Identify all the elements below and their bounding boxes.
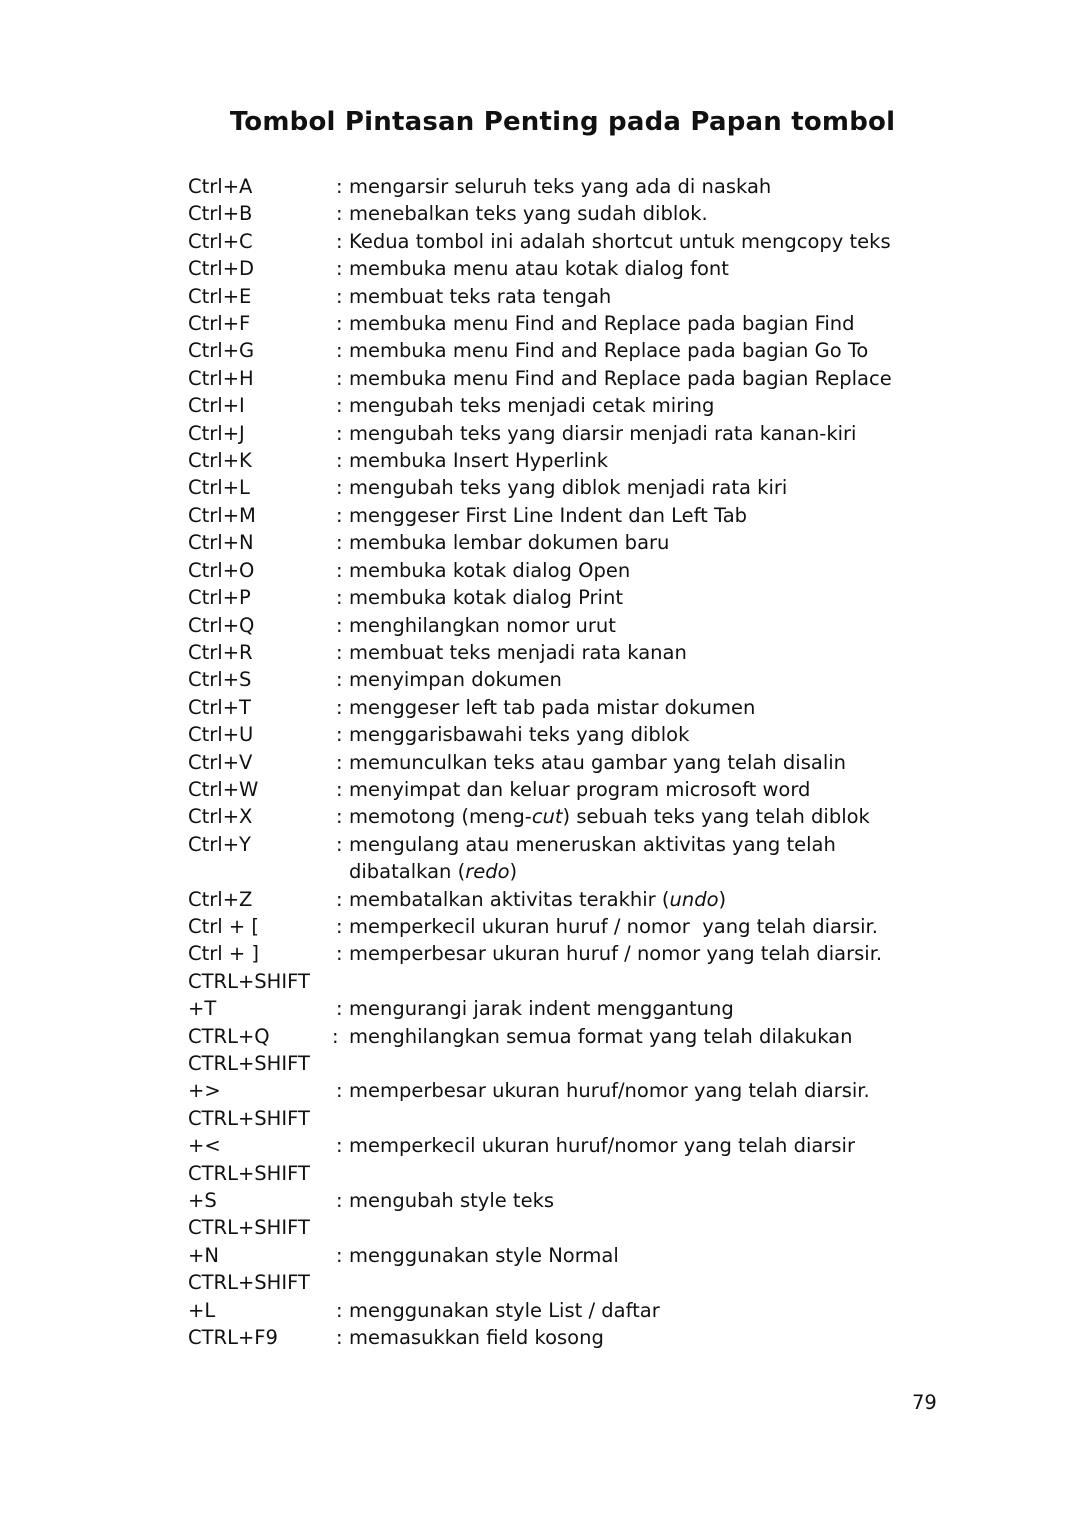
description-text: ) — [509, 860, 518, 884]
separator: : — [336, 723, 343, 747]
shortcut-key: Ctrl+U — [188, 723, 254, 747]
shortcut-row — [188, 612, 948, 639]
shortcut-description: menggunakan style Normal — [349, 1243, 619, 1267]
shortcut-row — [188, 694, 948, 721]
shortcut-key: Ctrl+Y — [188, 832, 251, 856]
separator: : — [336, 1298, 343, 1322]
shortcut-row — [188, 420, 948, 447]
separator: : — [332, 1024, 339, 1048]
shortcut-row — [188, 1050, 948, 1077]
separator: : — [336, 476, 343, 500]
shortcut-row — [188, 1132, 948, 1159]
shortcut-row — [188, 803, 948, 830]
shortcut-row — [188, 831, 948, 886]
separator: : — [336, 558, 343, 582]
shortcut-key: Ctrl+B — [188, 202, 253, 226]
description-text: ) — [718, 887, 727, 911]
shortcut-description: membuat teks rata tengah — [349, 284, 612, 308]
separator: : — [336, 284, 343, 308]
shortcut-description: mengurangi jarak indent menggantung — [349, 997, 734, 1021]
shortcut-key: CTRL+F9 — [188, 1326, 278, 1350]
shortcut-row — [188, 557, 948, 584]
shortcut-key: Ctrl+H — [188, 366, 254, 390]
shortcut-description: membuka kotak dialog Open — [349, 558, 631, 582]
shortcut-description: menggarisbawahi teks yang diblok — [349, 723, 690, 747]
separator: : — [336, 531, 343, 555]
shortcut-list — [188, 173, 948, 1351]
shortcut-key: Ctrl+D — [188, 257, 255, 281]
shortcut-description: membuka lembar dokumen baru — [349, 531, 670, 555]
shortcut-row — [188, 474, 948, 501]
shortcut-key: Ctrl+N — [188, 531, 254, 555]
shortcut-row — [188, 666, 948, 693]
separator: : — [336, 777, 343, 801]
shortcut-key-line2: +N — [188, 1243, 219, 1267]
shortcut-description — [349, 886, 929, 913]
shortcut-key: Ctrl+P — [188, 586, 251, 610]
separator: : — [336, 312, 343, 336]
shortcut-description: menyimpat dan keluar program microsoft word — [349, 777, 811, 801]
shortcut-key: Ctrl+X — [188, 805, 253, 829]
shortcut-key: Ctrl+L — [188, 476, 250, 500]
shortcut-row — [188, 1269, 948, 1296]
shortcut-key: Ctrl+A — [188, 175, 253, 198]
shortcut-row — [188, 1160, 948, 1187]
shortcut-key-line1: CTRL+SHIFT — [188, 1216, 310, 1240]
shortcut-key: Ctrl+O — [188, 558, 255, 582]
shortcut-description: memperkecil ukuran huruf/nomor yang telah diarsir — [349, 1134, 855, 1158]
shortcut-description: menggunakan style List / daftar — [349, 1298, 660, 1322]
separator: : — [336, 668, 343, 692]
shortcut-row — [188, 310, 948, 337]
separator: : — [336, 339, 343, 363]
shortcut-key-line1: CTRL+SHIFT — [188, 1052, 310, 1075]
shortcut-row — [188, 639, 948, 666]
shortcut-row — [188, 1297, 948, 1324]
separator: : — [336, 421, 343, 445]
shortcut-row — [188, 1324, 948, 1351]
shortcut-description: memperbesar ukuran huruf / nomor yang telah diarsir. — [349, 942, 883, 966]
shortcut-description — [349, 803, 929, 830]
shortcut-row — [188, 584, 948, 611]
separator: : — [336, 640, 343, 664]
separator: : — [336, 997, 343, 1021]
shortcut-description: membuka kotak dialog Print — [349, 586, 623, 610]
shortcut-row — [188, 1214, 948, 1241]
shortcut-row — [188, 228, 948, 255]
description-emphasis: undo — [669, 887, 719, 911]
shortcut-row — [188, 255, 948, 282]
shortcut-description: membuka menu Find and Replace pada bagian Find — [349, 312, 855, 336]
shortcut-row — [188, 940, 948, 967]
shortcut-key-line2: +< — [188, 1134, 221, 1158]
shortcut-key: Ctrl+I — [188, 394, 245, 418]
shortcut-key: Ctrl + ] — [188, 942, 260, 966]
shortcut-key: Ctrl+S — [188, 668, 252, 692]
shortcut-key: Ctrl+K — [188, 449, 252, 473]
shortcut-description: memperkecil ukuran huruf / nomor yang telah diarsir. — [349, 914, 878, 938]
separator: : — [336, 914, 343, 938]
shortcut-key: Ctrl + [ — [188, 914, 260, 938]
shortcut-key: Ctrl+V — [188, 750, 253, 774]
separator: : — [336, 750, 343, 774]
separator: : — [336, 586, 343, 610]
shortcut-description: menyimpan dokumen — [349, 668, 562, 692]
separator: : — [336, 1326, 343, 1350]
shortcut-row — [188, 283, 948, 310]
shortcut-row — [188, 968, 948, 995]
shortcut-row — [188, 1105, 948, 1132]
shortcut-key-line1: CTRL+SHIFT — [188, 1271, 310, 1295]
separator: : — [336, 257, 343, 281]
shortcut-description: membuka Insert Hyperlink — [349, 449, 609, 473]
separator: : — [336, 503, 343, 527]
shortcut-row — [188, 1242, 948, 1269]
separator: : — [336, 832, 343, 856]
separator: : — [336, 887, 343, 911]
shortcut-description: mengubah teks yang diarsir menjadi rata kanan-kiri — [349, 421, 857, 445]
description-emphasis: cut — [531, 805, 563, 829]
shortcut-description: menghilangkan semua format yang telah dilakukan — [349, 1024, 853, 1048]
shortcut-description: menggeser left tab pada mistar dokumen — [349, 695, 756, 719]
description-text: dibatalkan ( — [349, 860, 466, 884]
shortcut-row — [188, 392, 948, 419]
description-text: membatalkan aktivitas terakhir ( — [349, 887, 670, 911]
shortcut-key-line2: +> — [188, 1079, 221, 1103]
shortcut-description: menebalkan teks yang sudah diblok. — [349, 202, 708, 226]
separator: : — [336, 1243, 343, 1267]
description-line: mengulang atau meneruskan aktivitas yang telah — [349, 832, 836, 856]
separator: : — [336, 942, 343, 966]
shortcut-key: Ctrl+F — [188, 312, 251, 336]
shortcut-key: Ctrl+C — [188, 229, 253, 253]
shortcut-key: Ctrl+T — [188, 695, 251, 719]
shortcut-row — [188, 776, 948, 803]
shortcut-description: menggeser First Line Indent dan Left Tab — [349, 503, 748, 527]
shortcut-description: memunculkan teks atau gambar yang telah disalin — [349, 750, 847, 774]
shortcut-key: Ctrl+M — [188, 503, 256, 527]
description-text: ) sebuah teks yang telah diblok — [562, 805, 870, 829]
shortcut-description: Kedua tombol ini adalah shortcut untuk mengcopy teks — [349, 229, 891, 253]
shortcut-description: mengubah teks yang diblok menjadi rata kiri — [349, 476, 788, 500]
separator: : — [336, 449, 343, 473]
separator: : — [336, 202, 343, 226]
description-line — [349, 858, 929, 885]
separator: : — [336, 229, 343, 253]
page-number: 79 — [912, 1391, 937, 1414]
shortcut-key: Ctrl+R — [188, 640, 253, 664]
shortcut-description: mengubah teks menjadi cetak miring — [349, 394, 715, 418]
shortcut-description: membuka menu Find and Replace pada bagian Go To — [349, 339, 869, 363]
separator: : — [336, 366, 343, 390]
page-title: Tombol Pintasan Penting pada Papan tombol — [229, 107, 896, 137]
shortcut-row — [188, 749, 948, 776]
shortcut-row — [188, 200, 948, 227]
shortcut-row — [188, 502, 948, 529]
shortcut-key: Ctrl+W — [188, 777, 259, 801]
description-text: memotong (meng- — [349, 805, 532, 829]
shortcut-row — [188, 995, 948, 1022]
separator: : — [336, 695, 343, 719]
shortcut-row — [188, 447, 948, 474]
shortcut-key-line2: +S — [188, 1189, 217, 1213]
shortcut-row — [188, 337, 948, 364]
separator: : — [336, 1189, 343, 1213]
shortcut-key: Ctrl+G — [188, 339, 255, 363]
shortcut-key: Ctrl+Z — [188, 887, 253, 911]
shortcut-key-line1: CTRL+SHIFT — [188, 969, 310, 993]
shortcut-row — [188, 1077, 948, 1104]
shortcut-description: mengubah style teks — [349, 1189, 555, 1213]
separator: : — [336, 805, 343, 829]
shortcut-key: Ctrl+J — [188, 421, 245, 445]
shortcut-row — [188, 721, 948, 748]
shortcut-row — [188, 886, 948, 913]
shortcut-row — [188, 913, 948, 940]
shortcut-row — [188, 1187, 948, 1214]
shortcut-description: memasukkan field kosong — [349, 1326, 604, 1350]
shortcut-key: Ctrl+E — [188, 284, 252, 308]
shortcut-description — [349, 831, 929, 886]
shortcut-row — [188, 1023, 948, 1050]
shortcut-description: membuka menu Find and Replace pada bagian Replace — [349, 366, 892, 390]
shortcut-description: mengarsir seluruh teks yang ada di naskah — [349, 175, 772, 198]
shortcut-key-line2: +T — [188, 997, 217, 1021]
shortcut-key-line1: CTRL+SHIFT — [188, 1106, 310, 1130]
separator: : — [336, 613, 343, 637]
description-emphasis: redo — [465, 860, 510, 884]
shortcut-description: membuka menu atau kotak dialog font — [349, 257, 729, 281]
shortcut-description: memperbesar ukuran huruf/nomor yang telah diarsir. — [349, 1079, 870, 1103]
separator: : — [336, 1079, 343, 1103]
shortcut-key-line2: +L — [188, 1298, 216, 1322]
shortcut-description: membuat teks menjadi rata kanan — [349, 640, 687, 664]
shortcut-row — [188, 529, 948, 556]
separator: : — [336, 1134, 343, 1158]
shortcut-description: menghilangkan nomor urut — [349, 613, 616, 637]
shortcut-key: Ctrl+Q — [188, 613, 255, 637]
shortcut-row — [188, 173, 948, 200]
separator: : — [336, 175, 343, 198]
shortcut-row — [188, 365, 948, 392]
separator: : — [336, 394, 343, 418]
shortcut-key-line1: CTRL+SHIFT — [188, 1161, 310, 1185]
shortcut-key: CTRL+Q — [188, 1024, 270, 1048]
